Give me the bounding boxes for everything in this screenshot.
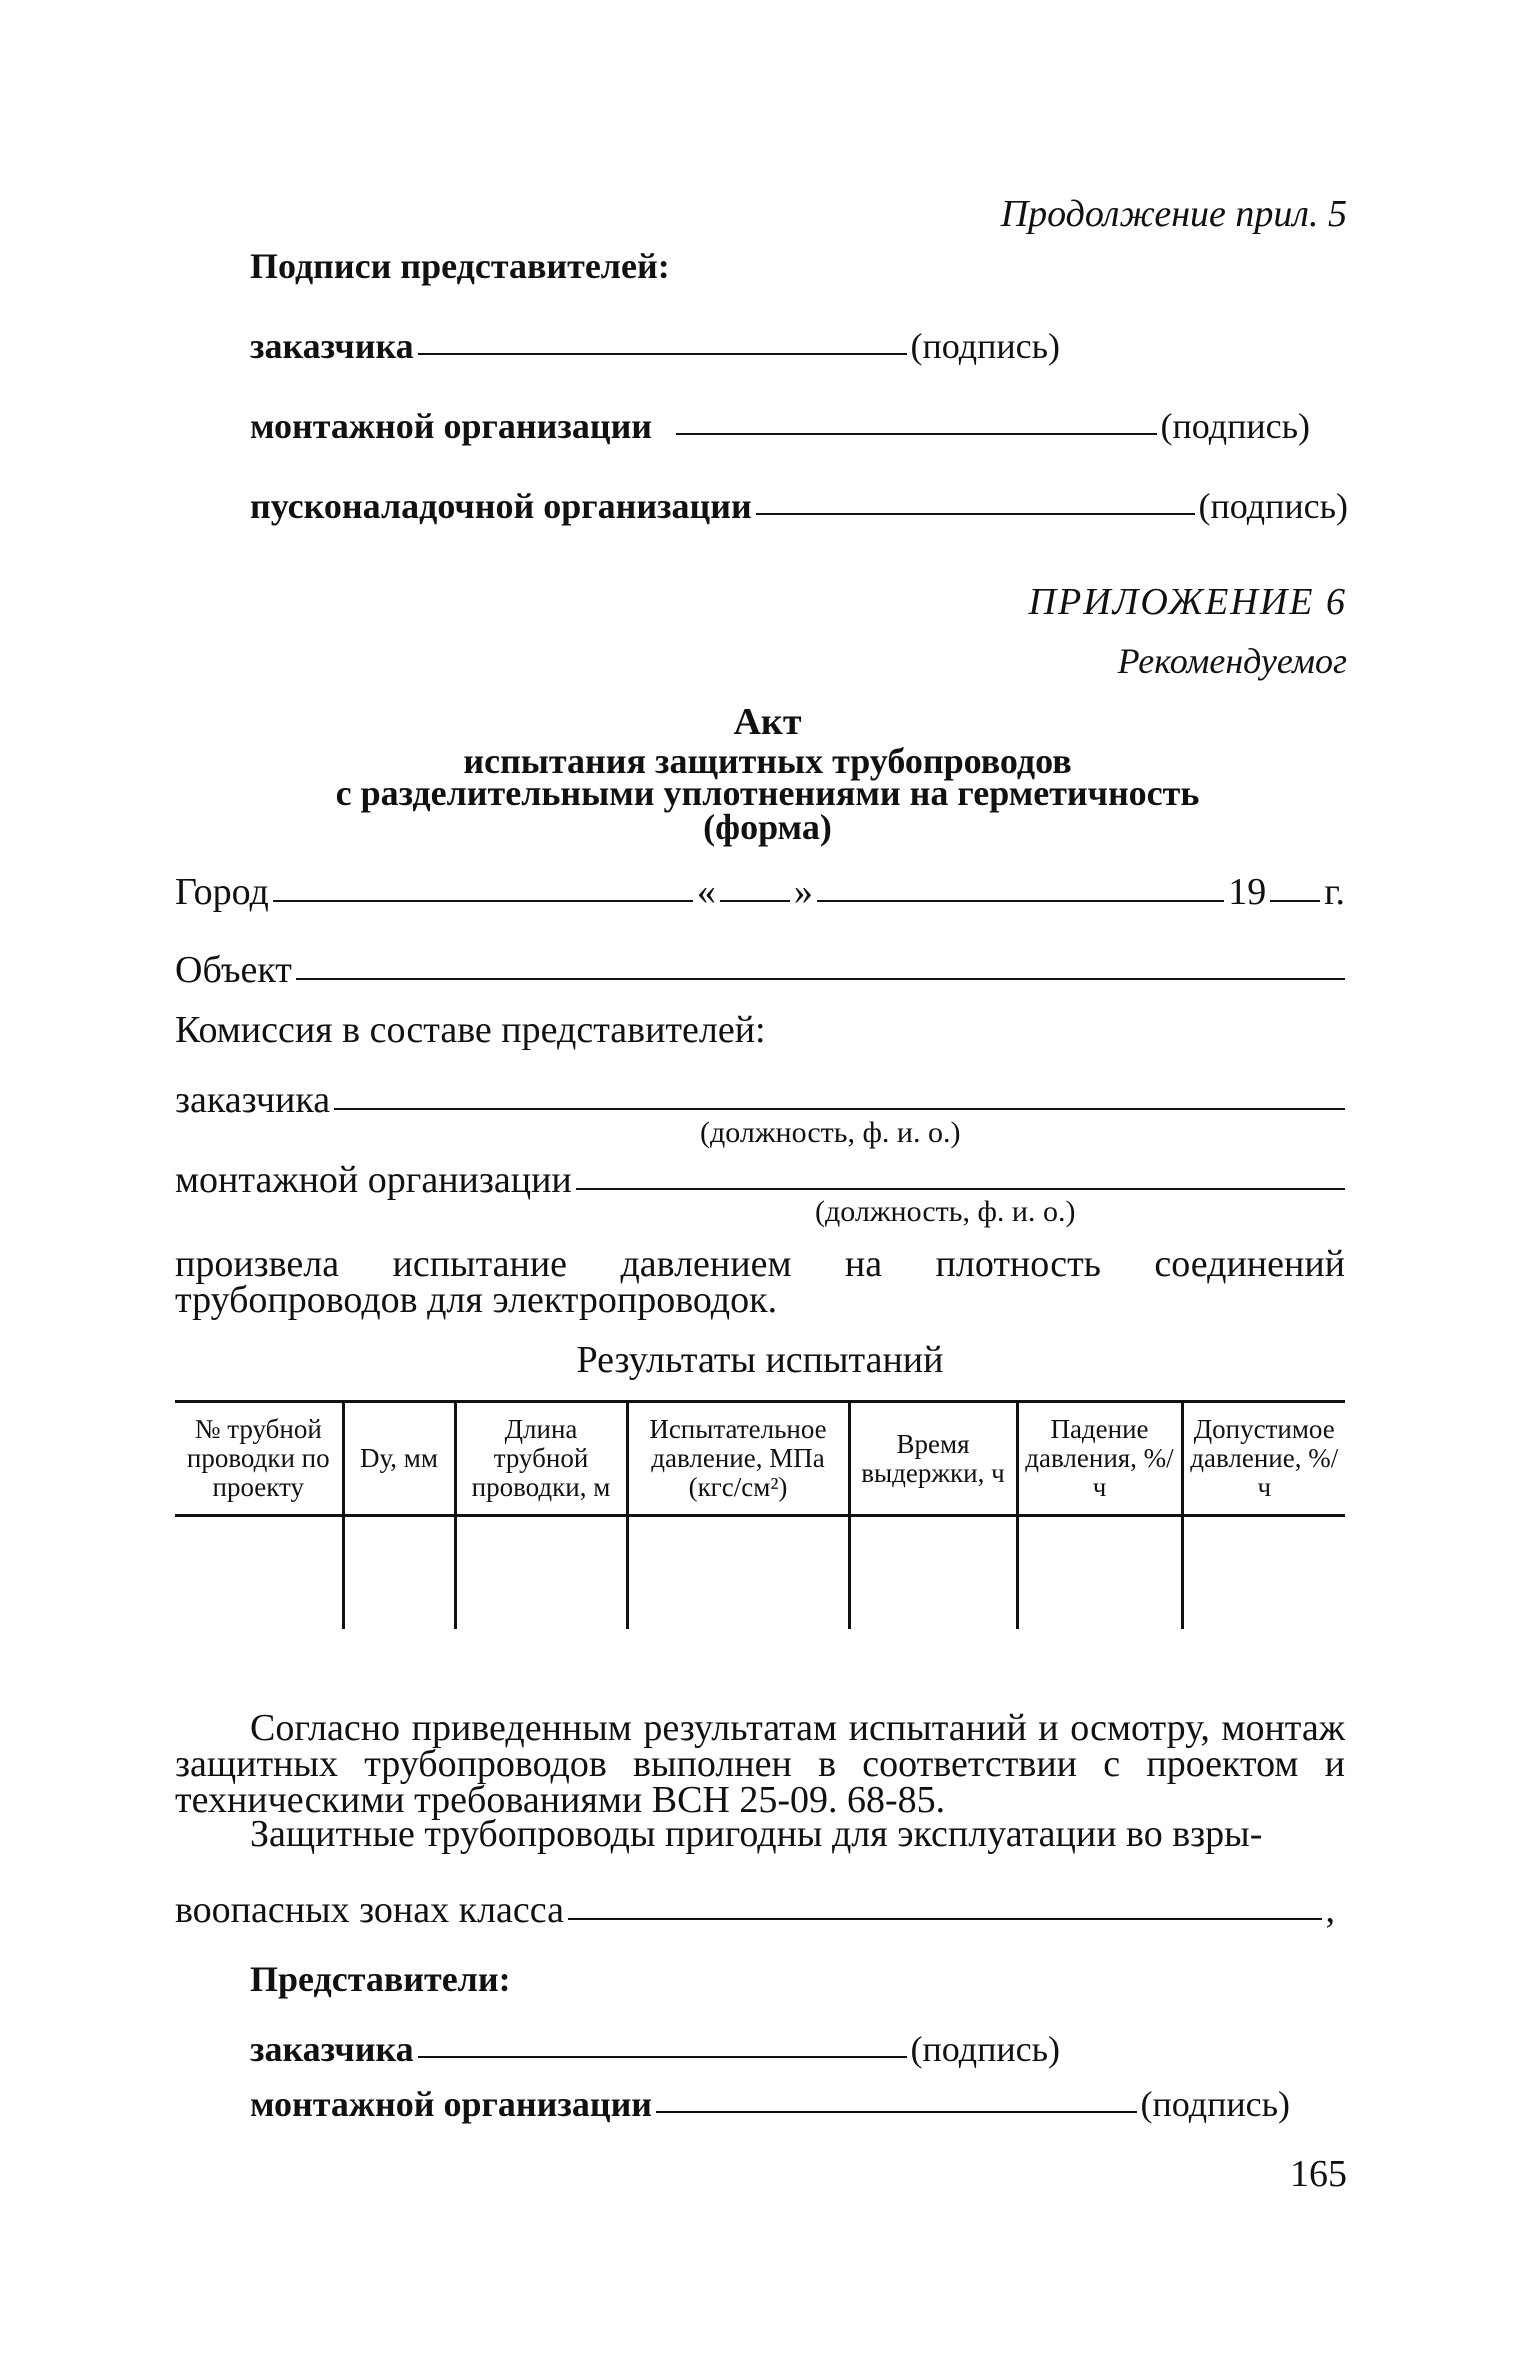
signature-hint: (подпись) (1198, 486, 1348, 526)
city-date-row (175, 870, 1345, 914)
signatures-top-title: Подписи представителей: (250, 246, 670, 286)
customer-hint: (должность, ф. и. о.) (700, 1116, 961, 1149)
signature-row-commissioning-top (250, 485, 1348, 527)
act-subtitle-3: (форма) (703, 807, 832, 847)
table-cell[interactable] (175, 1516, 343, 1630)
installer-hint: (должность, ф. и. о.) (815, 1195, 1076, 1228)
quote-close: » (793, 871, 813, 913)
installer-field[interactable] (576, 1188, 1345, 1190)
city-label: Город (175, 871, 269, 913)
signature-line[interactable] (418, 2056, 907, 2058)
year-suffix: г. (1324, 871, 1345, 913)
appendix-title: ПРИЛОЖЕНИЕ 6 (1028, 581, 1347, 623)
signature-label: заказчика (250, 2029, 414, 2069)
signature-hint: (подпись) (1140, 2084, 1290, 2124)
col-header-hold-time: Время выдержки, ч (849, 1402, 1017, 1516)
test-description: произвела испытание давлением на плотность соединений трубопроводов для электропроводок. (175, 1243, 1345, 1321)
col-header-line-number: № трубной проводки по проекту (175, 1402, 343, 1516)
city-field[interactable] (273, 900, 693, 902)
table-cell[interactable] (455, 1516, 627, 1630)
commission-label: Комиссия в составе представителей: (175, 1009, 766, 1051)
zone-class-end: , (1325, 1889, 1335, 1931)
table-cell[interactable] (1182, 1516, 1345, 1630)
act-subtitle-1: испытания защитных трубопроводов (463, 741, 1072, 781)
results-table (175, 1400, 1345, 1629)
object-field[interactable] (296, 978, 1345, 980)
signatures-bottom-title: Представители: (250, 1959, 511, 1999)
quote-open: « (696, 871, 716, 913)
signature-hint: (подпись) (1160, 406, 1310, 446)
table-cell[interactable] (1017, 1516, 1182, 1630)
commission-installer-row (175, 1158, 1345, 1202)
results-title: Результаты испытаний (576, 1339, 944, 1381)
conclusion-paragraph: Согласно приведенным результатам испытаний и осмотру, монтаж защитных трубопроводов выполнен в соответствии с проектом и техническими требованиями ВСН 25-09. 68-85. (175, 1707, 1345, 1821)
table-cell[interactable] (343, 1516, 455, 1630)
signature-label: монтажной организации (250, 2084, 653, 2124)
page-number: 165 (1290, 2153, 1347, 2195)
signature-label: заказчика (250, 326, 414, 366)
table-cell[interactable] (849, 1516, 1017, 1630)
year-field[interactable] (1270, 900, 1320, 902)
conclusion-suitability: Защитные трубопроводы пригодны для эксплуатации во взры- (250, 1813, 1263, 1855)
signature-row-installer-bottom (250, 2083, 1290, 2125)
month-field[interactable] (817, 900, 1224, 902)
table-header-row (175, 1402, 1345, 1516)
signature-row-installer-top (250, 405, 1310, 447)
zone-class-label: воопасных зонах класса (175, 1889, 564, 1931)
year-prefix: 19 (1228, 871, 1267, 913)
signature-line[interactable] (656, 2111, 1137, 2113)
col-header-length: Длина трубной проводки, м (455, 1402, 627, 1516)
customer-field[interactable] (334, 1108, 1345, 1110)
signature-line[interactable] (756, 513, 1195, 515)
table-cell[interactable] (627, 1516, 849, 1630)
appendix-status: Рекомендуемог (1117, 641, 1347, 681)
installer-label: монтажной организации (175, 1159, 572, 1201)
signature-hint: (подпись) (910, 326, 1060, 366)
signature-row-customer-bottom (250, 2028, 1060, 2070)
col-header-pressure-drop: Падение давления, %/ч (1017, 1402, 1182, 1516)
act-title: Акт (733, 701, 802, 743)
day-field[interactable] (720, 900, 790, 902)
object-label: Объект (175, 949, 292, 991)
col-header-allowed-drop: Допустимое давление, %/ч (1182, 1402, 1345, 1516)
col-header-test-pressure: Испытательное давление, МПа (кгс/см²) (627, 1402, 849, 1516)
signature-label: пусконаладочной организации (250, 486, 752, 526)
signature-label: монтажной организации (250, 406, 653, 446)
zone-class-row (175, 1888, 1335, 1932)
act-subtitle-2: с разделительными уплотнениями на герметичность (335, 773, 1200, 813)
continuation-note: Продолжение прил. 5 (1000, 193, 1347, 235)
col-header-diameter: Dу, мм (343, 1402, 455, 1516)
signature-hint: (подпись) (910, 2029, 1060, 2069)
signature-row-customer-top (250, 325, 1060, 367)
signature-line[interactable] (418, 353, 907, 355)
object-row (175, 948, 1345, 992)
signature-line[interactable] (676, 433, 1157, 435)
table-row (175, 1516, 1345, 1630)
customer-label: заказчика (175, 1079, 331, 1121)
zone-class-field[interactable] (568, 1918, 1322, 1920)
